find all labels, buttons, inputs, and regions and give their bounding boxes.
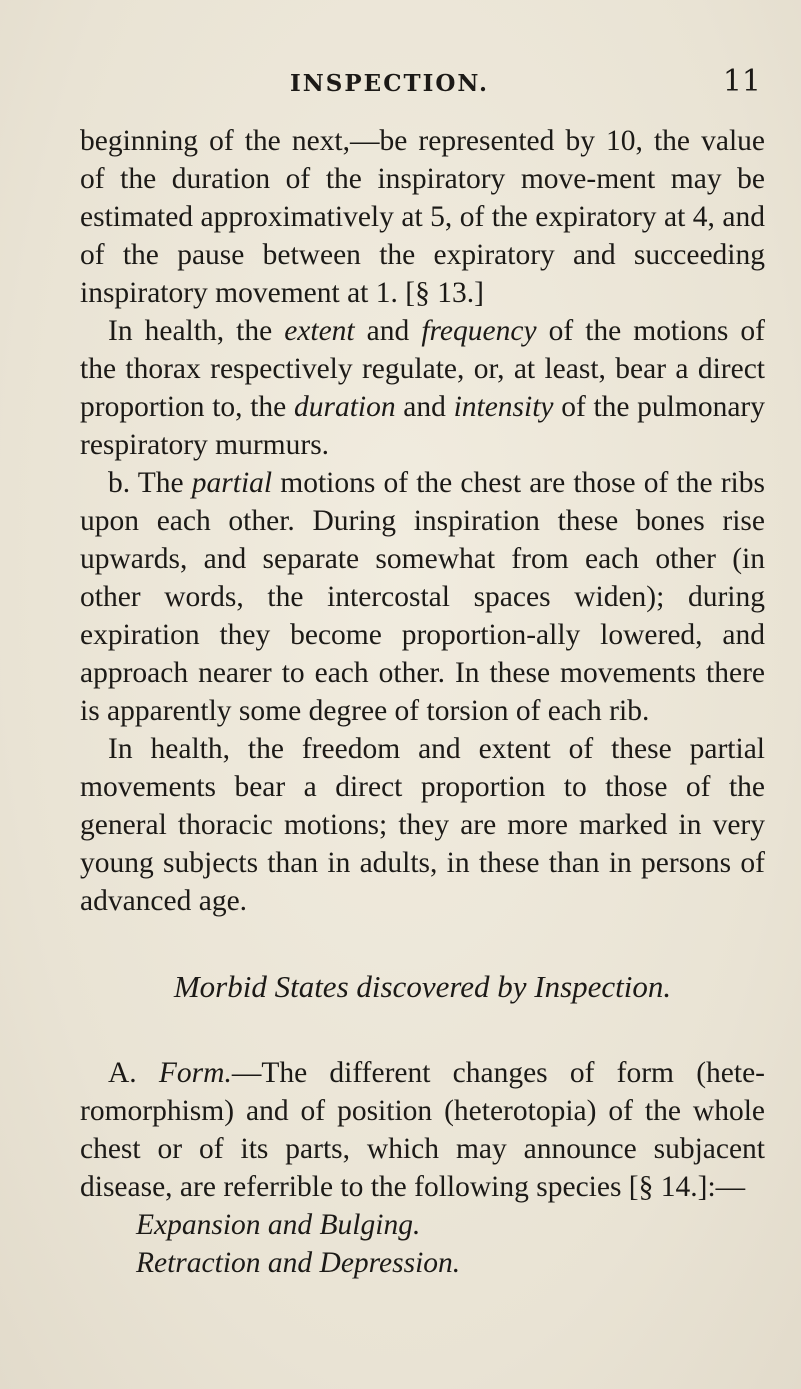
section-heading: Morbid States discovered by Inspection. [173, 969, 672, 1004]
emphasis-duration: duration [293, 391, 396, 423]
text-run: and [354, 315, 422, 347]
text-run: —The different changes of form (hete-romorphism) and of position (heterotopia) of the whole chest or of its parts, which may announce subjacent disease, are referrible to the following species [§ 14.]:— [80, 1057, 766, 1203]
text-run: of the pulmonary respiratory murmurs. [80, 391, 765, 461]
emphasis-form: Form. [158, 1057, 232, 1089]
emphasis-intensity: intensity [453, 391, 554, 423]
text-run: motions of the chest are those of the ribs upon each other. During inspiration these bones rise upwards, and separate somewhat from each other (in other words, the intercostal spaces widen); during expiration they become proportion-ally lowered, and approach nearer to each other. In these movements there is apparently some degree of torsion of each rib. [80, 467, 765, 727]
list-item-retraction: Retraction and Depression. [136, 1247, 461, 1279]
paragraph-partial-motions [80, 464, 765, 730]
emphasis-frequency: frequency [421, 315, 537, 347]
list-item-expansion: Expansion and Bulging. [136, 1209, 421, 1241]
text-run: b. The [108, 467, 192, 499]
paragraph-health-freedom: In health, the freedom and extent of these partial movements bear a direct proportion to those of the general thoracic motions; they are more marked in very young subjects than in adults, in these than in persons of advanced age. [80, 733, 765, 917]
emphasis-extent: extent [284, 315, 355, 347]
paragraph-continuation: beginning of the next,—be represented by 10, the value of the duration of the inspiratory move-ment may be estimated approximatively at 5, of the expiratory at 4, and of the pause between the expiratory and succeeding inspiratory movement at 1. [§ 13.] [80, 125, 765, 309]
running-head-title: INSPECTION. [290, 70, 489, 97]
page-number: 11 [722, 64, 761, 99]
text-run: A. [108, 1057, 159, 1089]
text-run: of the motions of the thorax respectively regulate, or, at least, bear a direct proportion to, the [80, 315, 765, 423]
paragraph-form [80, 1054, 765, 1206]
text-run: In health, the [108, 315, 285, 347]
paragraph-health-extent [80, 312, 765, 464]
emphasis-partial: partial [191, 467, 273, 499]
running-head [0, 64, 801, 110]
body-text [80, 122, 765, 1282]
text-run: and [395, 391, 454, 423]
